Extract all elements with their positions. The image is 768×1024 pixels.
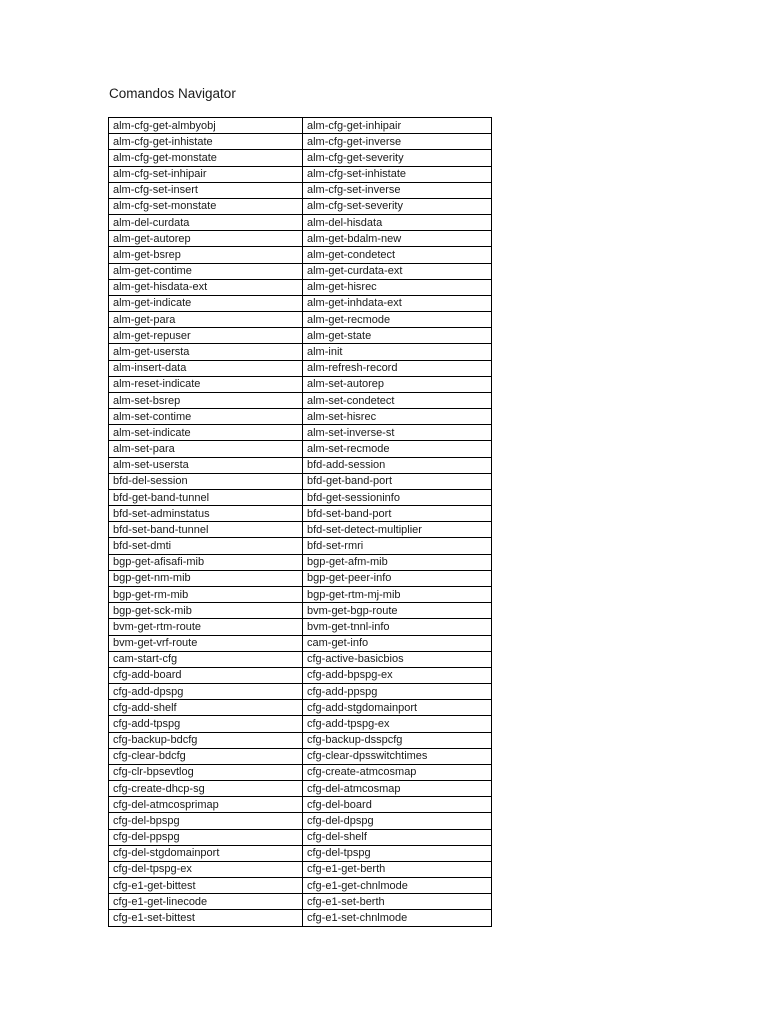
command-cell-left: alm-set-usersta (109, 457, 303, 473)
command-cell-left: cfg-add-shelf (109, 700, 303, 716)
table-row (109, 425, 492, 441)
command-cell-left: alm-cfg-get-almbyobj (109, 118, 303, 134)
command-cell-right: alm-cfg-set-severity (303, 198, 492, 214)
command-cell-left: alm-insert-data (109, 360, 303, 376)
command-cell-left: alm-set-bsrep (109, 392, 303, 408)
command-cell-right: bvm-get-tnnl-info (303, 619, 492, 635)
command-cell-right: bvm-get-bgp-route (303, 603, 492, 619)
command-cell-right: bfd-add-session (303, 457, 492, 473)
command-cell-right: cfg-add-tpspg-ex (303, 716, 492, 732)
command-cell-right: alm-set-autorep (303, 376, 492, 392)
command-cell-right: bfd-set-band-port (303, 506, 492, 522)
command-cell-right: alm-del-hisdata (303, 215, 492, 231)
table-row (109, 603, 492, 619)
command-cell-left: alm-get-bsrep (109, 247, 303, 263)
table-row (109, 910, 492, 926)
command-cell-left: bfd-set-dmti (109, 538, 303, 554)
command-cell-left: cfg-e1-set-bittest (109, 910, 303, 926)
command-cell-right: cfg-del-dpspg (303, 813, 492, 829)
table-row (109, 409, 492, 425)
commands-table (108, 117, 492, 927)
table-row (109, 651, 492, 667)
table-row (109, 684, 492, 700)
command-cell-left: cfg-del-bpspg (109, 813, 303, 829)
command-cell-right: cfg-del-board (303, 797, 492, 813)
table-row (109, 118, 492, 134)
command-cell-left: cfg-add-dpspg (109, 684, 303, 700)
table-row (109, 489, 492, 505)
table-row (109, 198, 492, 214)
table-row (109, 667, 492, 683)
command-cell-left: cfg-del-tpspg-ex (109, 861, 303, 877)
table-row (109, 845, 492, 861)
command-cell-right: alm-get-hisrec (303, 279, 492, 295)
table-row (109, 506, 492, 522)
command-cell-left: alm-get-repuser (109, 328, 303, 344)
table-row (109, 344, 492, 360)
command-cell-right: alm-init (303, 344, 492, 360)
table-row (109, 263, 492, 279)
table-row (109, 570, 492, 586)
command-cell-right: cam-get-info (303, 635, 492, 651)
command-cell-right: alm-get-recmode (303, 312, 492, 328)
table-row (109, 797, 492, 813)
command-cell-right: alm-cfg-get-severity (303, 150, 492, 166)
table-row (109, 376, 492, 392)
command-cell-left: alm-get-indicate (109, 295, 303, 311)
table-row (109, 360, 492, 376)
command-cell-right: cfg-e1-set-berth (303, 894, 492, 910)
command-cell-left: alm-cfg-set-monstate (109, 198, 303, 214)
command-cell-left: cfg-del-atmcosprimap (109, 797, 303, 813)
table-row (109, 457, 492, 473)
table-row (109, 538, 492, 554)
command-cell-left: cfg-clr-bpsevtlog (109, 764, 303, 780)
command-cell-right: cfg-del-atmcosmap (303, 781, 492, 797)
command-cell-right: alm-set-recmode (303, 441, 492, 457)
command-cell-left: bfd-del-session (109, 473, 303, 489)
table-row (109, 312, 492, 328)
table-row (109, 150, 492, 166)
command-cell-left: cfg-e1-get-linecode (109, 894, 303, 910)
table-row (109, 764, 492, 780)
command-cell-left: alm-cfg-get-inhistate (109, 134, 303, 150)
command-cell-right: cfg-e1-get-berth (303, 861, 492, 877)
command-cell-right: bfd-set-detect-multiplier (303, 522, 492, 538)
table-row (109, 522, 492, 538)
command-cell-left: bfd-set-adminstatus (109, 506, 303, 522)
table-row (109, 748, 492, 764)
command-cell-right: alm-get-inhdata-ext (303, 295, 492, 311)
commands-table-body (109, 118, 492, 927)
command-cell-left: bgp-get-rm-mib (109, 586, 303, 602)
command-cell-left: alm-del-curdata (109, 215, 303, 231)
table-row (109, 829, 492, 845)
command-cell-left: bvm-get-vrf-route (109, 635, 303, 651)
command-cell-left: cfg-add-tpspg (109, 716, 303, 732)
table-row (109, 861, 492, 877)
command-cell-right: cfg-active-basicbios (303, 651, 492, 667)
command-cell-right: cfg-add-stgdomainport (303, 700, 492, 716)
command-cell-right: alm-cfg-set-inverse (303, 182, 492, 198)
command-cell-right: cfg-del-tpspg (303, 845, 492, 861)
table-row (109, 279, 492, 295)
command-cell-right: alm-set-inverse-st (303, 425, 492, 441)
command-cell-left: bfd-get-band-tunnel (109, 489, 303, 505)
command-cell-right: bfd-get-sessioninfo (303, 489, 492, 505)
command-cell-right: alm-get-curdata-ext (303, 263, 492, 279)
command-cell-right: alm-cfg-get-inverse (303, 134, 492, 150)
command-cell-right: alm-get-bdalm-new (303, 231, 492, 247)
command-cell-left: alm-get-usersta (109, 344, 303, 360)
command-cell-right: alm-set-condetect (303, 392, 492, 408)
command-cell-right: cfg-create-atmcosmap (303, 764, 492, 780)
command-cell-left: alm-get-hisdata-ext (109, 279, 303, 295)
command-cell-left: bvm-get-rtm-route (109, 619, 303, 635)
table-row (109, 554, 492, 570)
command-cell-right: alm-get-state (303, 328, 492, 344)
command-cell-left: alm-cfg-set-inhipair (109, 166, 303, 182)
command-cell-right: cfg-clear-dpsswitchtimes (303, 748, 492, 764)
table-row (109, 813, 492, 829)
table-row (109, 441, 492, 457)
command-cell-right: cfg-add-bpspg-ex (303, 667, 492, 683)
table-row (109, 732, 492, 748)
page-title: Comandos Navigator (109, 86, 236, 101)
command-cell-left: alm-reset-indicate (109, 376, 303, 392)
table-row (109, 635, 492, 651)
command-cell-left: cfg-del-ppspg (109, 829, 303, 845)
table-row (109, 878, 492, 894)
command-cell-right: cfg-del-shelf (303, 829, 492, 845)
command-cell-left: alm-set-para (109, 441, 303, 457)
table-row (109, 182, 492, 198)
table-row (109, 231, 492, 247)
command-cell-left: cfg-backup-bdcfg (109, 732, 303, 748)
command-cell-right: cfg-e1-set-chnlmode (303, 910, 492, 926)
table-row (109, 473, 492, 489)
command-cell-right: alm-cfg-set-inhistate (303, 166, 492, 182)
command-cell-left: bfd-set-band-tunnel (109, 522, 303, 538)
command-cell-right: bfd-set-rmri (303, 538, 492, 554)
command-cell-left: alm-set-indicate (109, 425, 303, 441)
table-row (109, 166, 492, 182)
table-row (109, 586, 492, 602)
command-cell-right: bfd-get-band-port (303, 473, 492, 489)
command-cell-left: alm-cfg-set-insert (109, 182, 303, 198)
table-row (109, 894, 492, 910)
table-row (109, 781, 492, 797)
command-cell-right: bgp-get-rtm-mj-mib (303, 586, 492, 602)
table-row (109, 215, 492, 231)
table-row (109, 328, 492, 344)
command-cell-left: cfg-add-board (109, 667, 303, 683)
command-cell-left: cfg-del-stgdomainport (109, 845, 303, 861)
table-row (109, 134, 492, 150)
table-row (109, 295, 492, 311)
table-row (109, 619, 492, 635)
command-cell-right: bgp-get-afm-mib (303, 554, 492, 570)
command-cell-left: cfg-clear-bdcfg (109, 748, 303, 764)
command-cell-right: alm-set-hisrec (303, 409, 492, 425)
command-cell-left: cam-start-cfg (109, 651, 303, 667)
command-cell-right: alm-cfg-get-inhipair (303, 118, 492, 134)
command-cell-left: bgp-get-afisafi-mib (109, 554, 303, 570)
command-cell-right: cfg-add-ppspg (303, 684, 492, 700)
table-row (109, 247, 492, 263)
table-row (109, 700, 492, 716)
command-cell-right: alm-refresh-record (303, 360, 492, 376)
command-cell-left: alm-get-para (109, 312, 303, 328)
command-cell-right: cfg-e1-get-chnlmode (303, 878, 492, 894)
command-cell-right: cfg-backup-dsspcfg (303, 732, 492, 748)
table-row (109, 716, 492, 732)
command-cell-left: bgp-get-sck-mib (109, 603, 303, 619)
command-cell-left: alm-get-autorep (109, 231, 303, 247)
command-cell-left: alm-set-contime (109, 409, 303, 425)
command-cell-left: bgp-get-nm-mib (109, 570, 303, 586)
table-row (109, 392, 492, 408)
command-cell-left: alm-cfg-get-monstate (109, 150, 303, 166)
command-cell-left: cfg-e1-get-bittest (109, 878, 303, 894)
command-cell-right: bgp-get-peer-info (303, 570, 492, 586)
command-cell-right: alm-get-condetect (303, 247, 492, 263)
command-cell-left: alm-get-contime (109, 263, 303, 279)
command-cell-left: cfg-create-dhcp-sg (109, 781, 303, 797)
